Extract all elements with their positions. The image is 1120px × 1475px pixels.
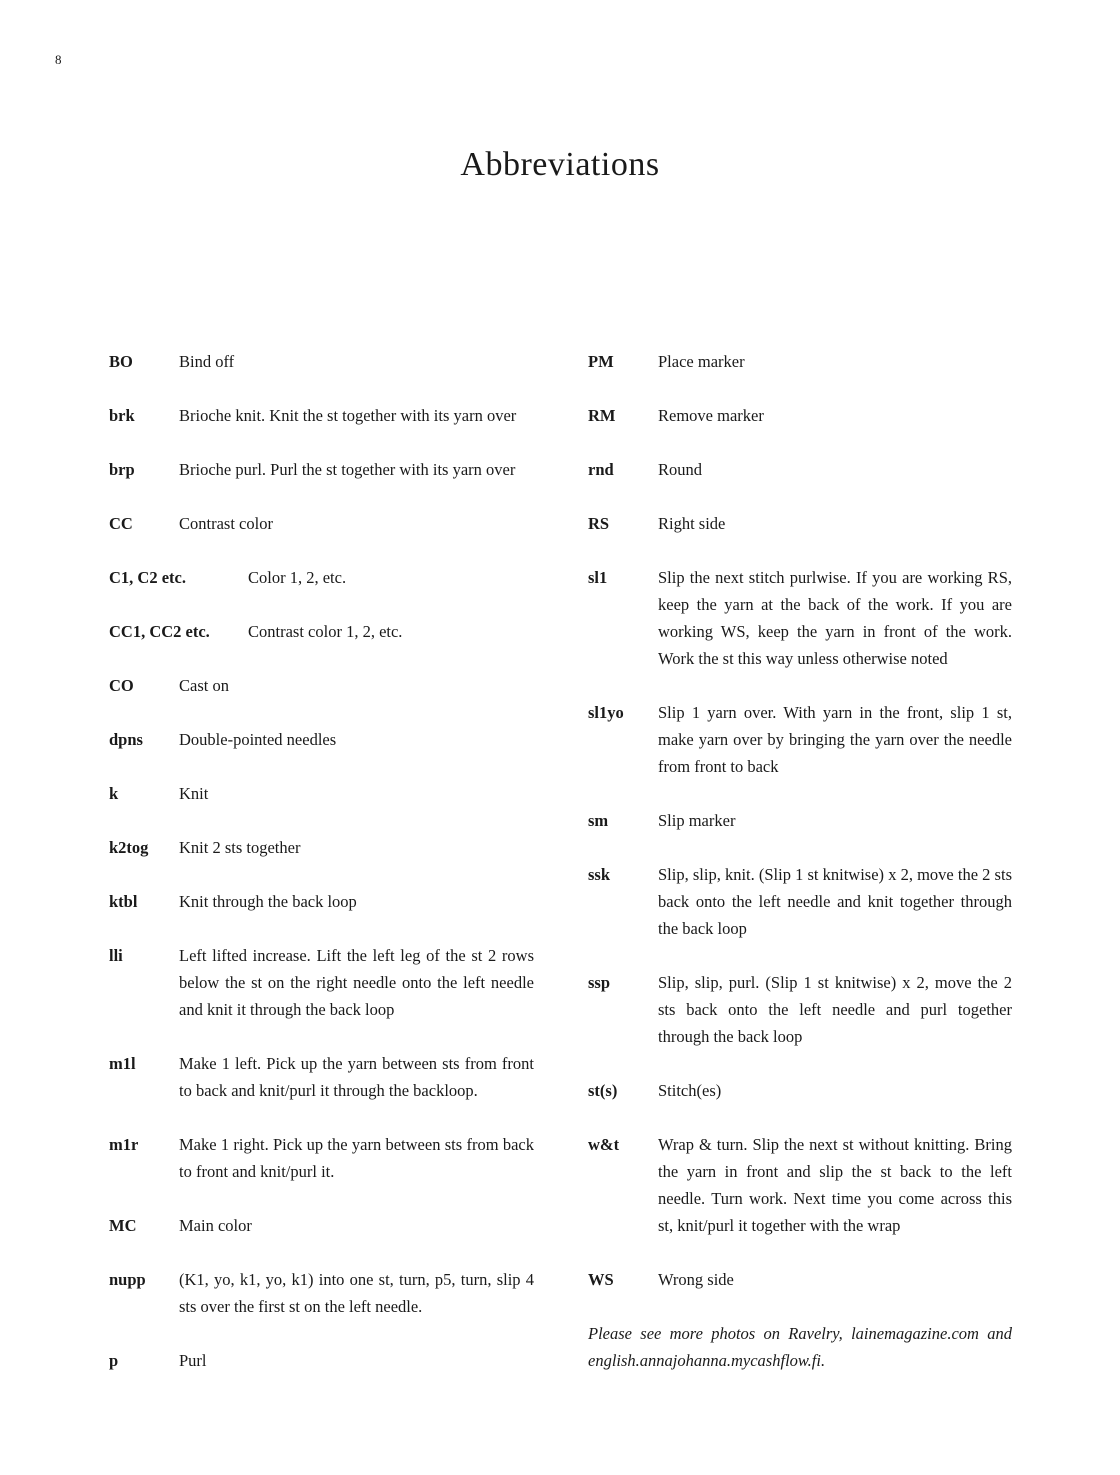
abbreviation-term: ktbl bbox=[109, 892, 138, 911]
abbreviation-definition: Slip the next stitch purlwise. If you are working RS, keep the yarn at the back of the work. If you are working WS, keep the yarn in front of the work. Work the st this way unless otherwise noted bbox=[658, 568, 1012, 668]
abbreviation-definition: (K1, yo, k1, yo, k1) into one st, turn, p5, turn, slip 4 sts over the first st on the left needle. bbox=[179, 1270, 534, 1316]
abbreviation-definition: Contrast color bbox=[179, 514, 273, 533]
abbreviation-definition: Main color bbox=[179, 1216, 252, 1235]
abbreviation-definition: Slip, slip, knit. (Slip 1 st knitwise) x 2, move the 2 sts back onto the left needle and knit together through the back loop bbox=[658, 865, 1012, 938]
abbreviation-term: BO bbox=[109, 352, 133, 371]
abbreviation-term: ssp bbox=[588, 973, 611, 992]
abbreviation-entry-k bbox=[109, 780, 534, 807]
abbreviation-definition: Slip 1 yarn over. With yarn in the front, slip 1 st, make yarn over by bringing the yarn over the needle from front to back bbox=[658, 703, 1012, 776]
abbreviation-entry-rs bbox=[588, 510, 1012, 537]
abbreviation-entry-m1r bbox=[109, 1131, 534, 1185]
abbreviation-definition: Brioche purl. Purl the st together with its yarn over bbox=[179, 460, 516, 479]
abbreviation-term: brk bbox=[109, 406, 135, 425]
abbreviation-entry-sm bbox=[588, 807, 1012, 834]
abbreviation-term: k bbox=[109, 784, 119, 803]
photos-note: Please see more photos on Ravelry, lainemagazine.com and english.annajohanna.mycashflow.fi. bbox=[588, 1324, 1012, 1370]
abbreviation-term: m1r bbox=[109, 1135, 139, 1154]
abbreviation-term: ssk bbox=[588, 865, 611, 884]
abbreviation-definition: Slip, slip, purl. (Slip 1 st knitwise) x 2, move the 2 sts back onto the left needle and purl together through the back loop bbox=[658, 973, 1012, 1046]
abbreviation-entry-wt bbox=[588, 1131, 1012, 1239]
abbreviation-entry-dpns bbox=[109, 726, 534, 753]
abbreviation-term: PM bbox=[588, 352, 614, 371]
abbreviation-term: C1, C2 etc. bbox=[109, 568, 186, 587]
page-title: Abbreviations bbox=[460, 146, 660, 183]
abbreviation-term: w&t bbox=[588, 1135, 620, 1154]
abbreviation-entry-ws bbox=[588, 1266, 1012, 1293]
abbreviation-definition: Right side bbox=[658, 514, 726, 533]
abbreviation-definition: Wrap & turn. Slip the next st without knitting. Bring the yarn in front and slip the st back to the left needle. Turn work. Next time you come across this st, knit/purl it together with the wrap bbox=[658, 1135, 1012, 1235]
abbreviation-entry-brk bbox=[109, 402, 534, 429]
abbreviation-entry-sl1yo bbox=[588, 699, 1012, 780]
abbreviation-definition: Contrast color 1, 2, etc. bbox=[248, 622, 403, 641]
abbreviation-entry-c1-c2 bbox=[109, 564, 534, 591]
abbreviation-term: RM bbox=[588, 406, 616, 425]
abbreviation-entry-mc bbox=[109, 1212, 534, 1239]
abbreviation-term: WS bbox=[588, 1270, 614, 1289]
abbreviation-definition: Left lifted increase. Lift the left leg of the st 2 rows below the st on the right needle onto the left needle and knit it through the back loop bbox=[179, 946, 534, 1019]
abbreviation-term: rnd bbox=[588, 460, 614, 479]
abbreviation-entry-ktbl bbox=[109, 888, 534, 915]
abbreviation-entry-nupp bbox=[109, 1266, 534, 1320]
abbreviation-term: st(s) bbox=[588, 1081, 618, 1100]
abbreviation-definition: Make 1 right. Pick up the yarn between sts from back to front and knit/purl it. bbox=[179, 1135, 534, 1181]
page-number: 8 bbox=[55, 52, 62, 67]
abbreviation-definition: Wrong side bbox=[658, 1270, 734, 1289]
abbreviation-definition: Knit 2 sts together bbox=[179, 838, 301, 857]
abbreviation-entry-pm bbox=[588, 348, 1012, 375]
abbreviation-term: m1l bbox=[109, 1054, 136, 1073]
abbreviation-entry-rm bbox=[588, 402, 1012, 429]
abbreviation-entry-k2tog bbox=[109, 834, 534, 861]
abbreviation-term: nupp bbox=[109, 1270, 146, 1289]
abbreviation-entry-rnd bbox=[588, 456, 1012, 483]
abbreviation-entry-sts bbox=[588, 1077, 1012, 1104]
abbreviation-definition: Double-pointed needles bbox=[179, 730, 337, 749]
abbreviation-definition: Brioche knit. Knit the st together with its yarn over bbox=[179, 406, 517, 425]
abbreviation-entry-p bbox=[109, 1347, 534, 1374]
abbreviation-term: CC bbox=[109, 514, 133, 533]
abbreviation-term: dpns bbox=[109, 730, 143, 749]
abbreviation-definition: Knit through the back loop bbox=[179, 892, 357, 911]
abbreviation-definition: Purl bbox=[179, 1351, 207, 1370]
abbreviation-term: lli bbox=[109, 946, 123, 965]
abbreviation-definition: Slip marker bbox=[658, 811, 736, 830]
abbreviation-term: p bbox=[109, 1351, 119, 1370]
abbreviation-entry-lli bbox=[109, 942, 534, 1023]
abbreviation-entry-cc1-cc2 bbox=[109, 618, 534, 645]
abbreviation-definition: Knit bbox=[179, 784, 209, 803]
abbreviation-entry-cc bbox=[109, 510, 534, 537]
abbreviation-entry-bo bbox=[109, 348, 534, 375]
abbreviation-definition: Make 1 left. Pick up the yarn between sts from front to back and knit/purl it through the backloop. bbox=[179, 1054, 534, 1100]
abbreviation-term: sl1 bbox=[588, 568, 608, 587]
abbreviation-definition: Stitch(es) bbox=[658, 1081, 722, 1100]
abbreviation-term: sl1yo bbox=[588, 703, 624, 722]
abbreviation-entry-ssp bbox=[588, 969, 1012, 1050]
abbreviation-definition: Place marker bbox=[658, 352, 745, 371]
abbreviation-definition: Color 1, 2, etc. bbox=[248, 568, 347, 587]
abbreviation-definition: Round bbox=[658, 460, 703, 479]
abbreviation-entry-m1l bbox=[109, 1050, 534, 1104]
abbreviation-entry-co bbox=[109, 672, 534, 699]
abbreviation-term: brp bbox=[109, 460, 135, 479]
abbreviation-term: CC1, CC2 etc. bbox=[109, 622, 210, 641]
abbreviation-term: k2tog bbox=[109, 838, 149, 857]
abbreviation-term: CO bbox=[109, 676, 134, 695]
abbreviation-entry-brp bbox=[109, 456, 534, 483]
abbreviation-entry-sl1 bbox=[588, 564, 1012, 672]
abbreviation-term: sm bbox=[588, 811, 609, 830]
abbreviation-definition: Cast on bbox=[179, 676, 229, 695]
abbreviation-term: RS bbox=[588, 514, 610, 533]
abbreviation-term: MC bbox=[109, 1216, 137, 1235]
abbreviation-definition: Remove marker bbox=[658, 406, 764, 425]
abbreviation-entry-ssk bbox=[588, 861, 1012, 942]
abbreviation-definition: Bind off bbox=[179, 352, 235, 371]
